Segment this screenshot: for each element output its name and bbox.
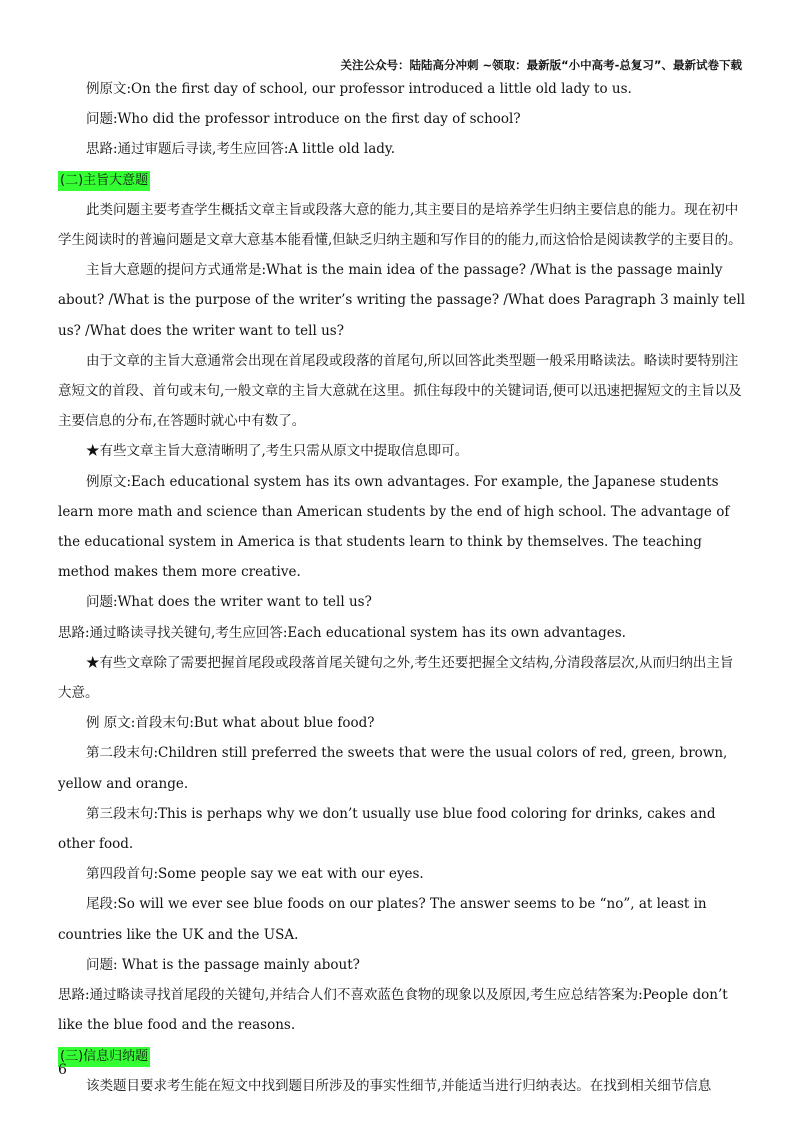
example-third-paragraph: 第三段末句:This is perhaps why we don’t usually use blue food coloring for drinks, cakes and other food. [58, 805, 716, 853]
page-number: 6 [58, 1062, 67, 1078]
page-content [58, 74, 746, 1101]
example-original-text-2: 例原文:Each educational system has its own advantages. For example, the Japanese students learn more math and science than American students by the end of high school. The advantage of the educational system in America is that students learn to think by themselves. The teaching method makes them more creative. [58, 473, 730, 581]
example-fourth-paragraph: 第四段首句:Some people say we eat with our eyes. [86, 866, 424, 883]
paragraph-star-tip-2: ★有些文章除了需要把握首尾段或段落首尾关键句之外,考生还要把握全文结构,分清段落层次,从而归纳出主旨大意。 [58, 654, 734, 702]
example-last-paragraph: 尾段:So will we ever see blue foods on our plates? The answer seems to be “no”, at least in countries like the UK and the USA. [58, 896, 707, 943]
paragraph-question-forms: 主旨大意题的提问方式通常是:What is the main idea of the passage? /What is the passage mainly about? /What is the purpose of the writer’s writing the passage? /What does Paragraph 3 mainly tell us? /What does the writer want to tell us? [58, 262, 746, 339]
page-header: 关注公众号：陆陆高分冲刺 ~领取：最新版“小中高考-总复习”、最新试卷下载 [340, 58, 742, 72]
example-approach-2: 思路:通过略读寻找关键句,考生应回答:Each educational system has its own advantages. [58, 624, 626, 641]
example-second-paragraph: 第二段末句:Children still preferred the sweets that were the usual colors of red, green, brown, yellow and orange. [58, 745, 728, 792]
section-heading-main-idea: (二)主旨大意题 [58, 171, 150, 191]
example-question-3: 问题: What is the passage mainly about? [86, 956, 360, 973]
paragraph-star-tip-1: ★有些文章主旨大意清晰明了,考生只需从原文中提取信息即可。 [86, 443, 469, 460]
example-approach: 思路:通过审题后寻读,考生应回答:A little old lady. [86, 141, 396, 158]
example-approach-3: 思路:通过略读寻找首尾段的关键句,并结合人们不喜欢蓝色食物的现象以及原因,考生应总结答案为:People don’t like the blue food and the reasons. [58, 987, 728, 1034]
example-question: 问题:Who did the professor introduce on the first day of school? [86, 111, 521, 128]
example-original-text: 例原文:On the first day of school, our professor introduced a little old lady to us. [86, 81, 632, 97]
example-first-paragraph: 例 原文:首段末句:But what about blue food? [86, 715, 375, 732]
example-question-2: 问题:What does the writer want to tell us? [86, 594, 372, 611]
paragraph-main-idea-intro: 此类问题主要考查学生概括文章主旨或段落大意的能力,其主要目的是培养学生归纳主要信息的能力。现在初中学生阅读时的普遍问题是文章大意基本能看懂,但缺乏归纳主题和写作目的的能力,而这恰恰是阅读教学的主要目的。 [58, 201, 742, 249]
paragraph-skimming-method: 由于文章的主旨大意通常会出现在首尾段或段落的首尾句,所以回答此类型题一般采用略读法。略读时要特别注意短文的首段、首句或末句,一般文章的主旨大意就在这里。抓住每段中的关键词语,便可以迅速把握短文的主旨以及主要信息的分布,在答题时就心中有数了。 [58, 352, 742, 430]
section-heading-info-summary: (三)信息归纳题 [58, 1047, 150, 1067]
paragraph-info-summary: 该类题目要求考生能在短文中找到题目所涉及的事实性细节,并能适当进行归纳表达。在找到相关细节信息 [86, 1077, 712, 1094]
